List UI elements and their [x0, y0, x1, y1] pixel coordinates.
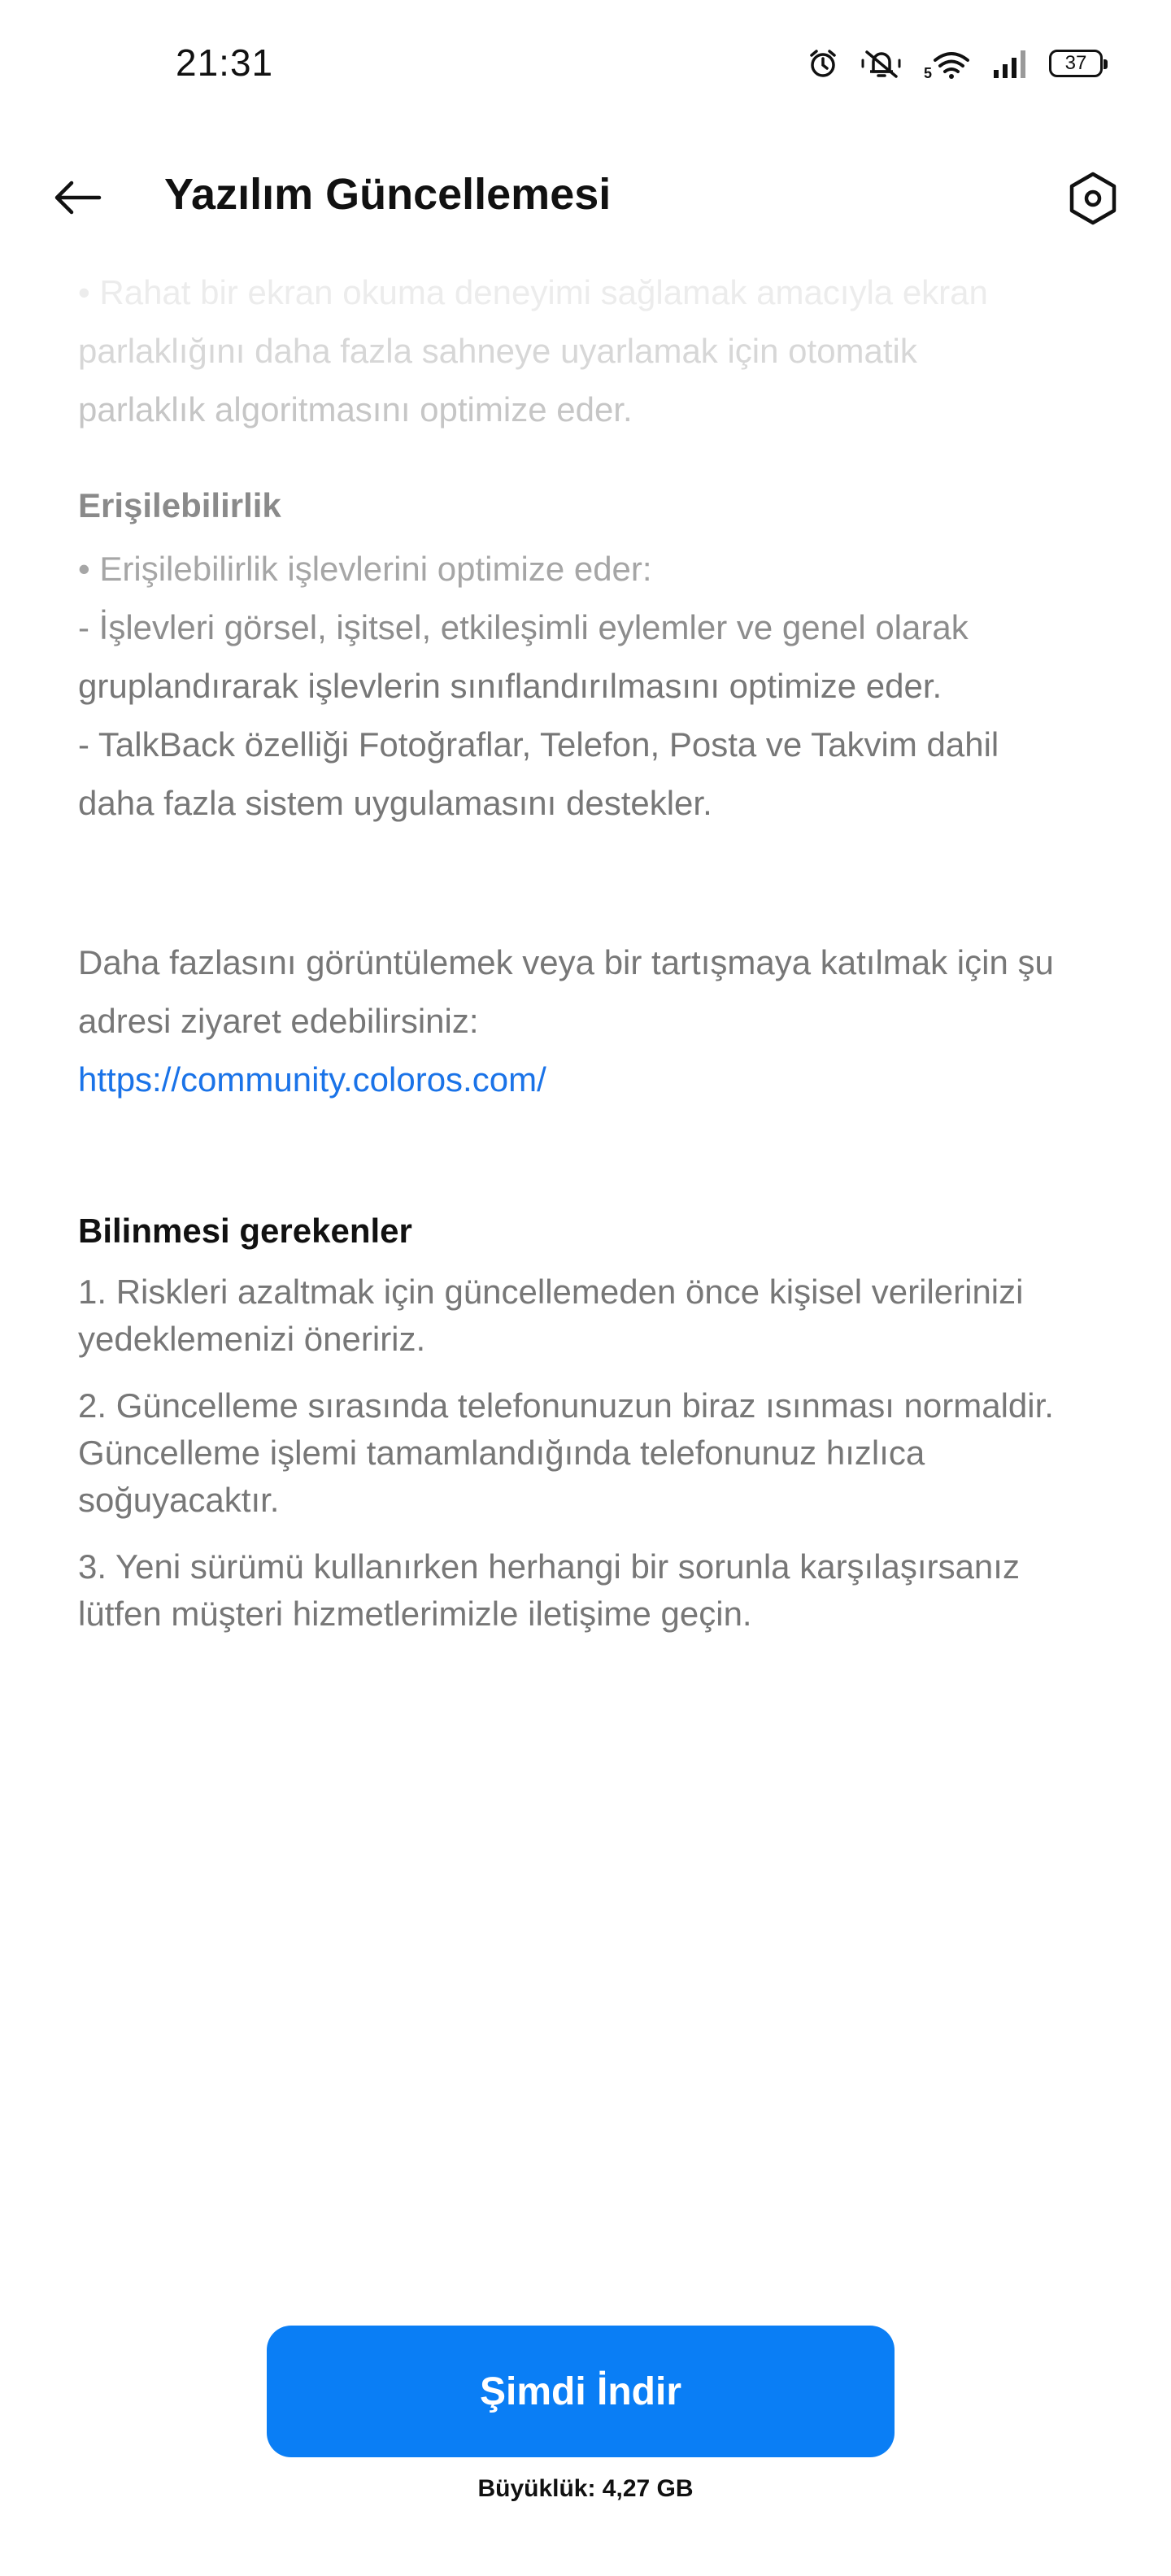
- faded-line: parlaklığını daha fazla sahneye uyarlamak için otomatik: [78, 332, 917, 370]
- note-item: 3. Yeni sürümü kullanırken herhangi bir sorunla karşılaşırsanız lütfen müşteri hizmetlerimizle iletişime geçin.: [78, 1547, 1020, 1633]
- note-item: 2. Güncelleme sırasında telefonunuzun biraz ısınması normaldir. Güncelleme işlemi tamamlandığında telefonunuz hızlıca soğuyacaktır.: [78, 1386, 1054, 1519]
- accessibility-text: [78, 540, 1095, 833]
- faded-line: • Rahat bir ekran okuma deneyimi sağlamak amacıyla ekran: [78, 273, 988, 311]
- community-line: adresi ziyaret edebilirsiniz:: [78, 1002, 479, 1040]
- alarm-icon: [807, 47, 839, 80]
- community-link[interactable]: https://community.coloros.com/: [78, 1060, 546, 1099]
- status-bar: [0, 0, 1171, 130]
- faded-brightness-text: [78, 263, 1095, 439]
- download-now-button[interactable]: Şimdi İndir: [267, 2326, 895, 2457]
- header: [0, 146, 1171, 252]
- note-item: 1. Riskleri azaltmak için güncellemeden önce kişisel verilerinizi yedeklemenizi öneririz.: [78, 1273, 1024, 1358]
- page-title: Yazılım Güncellemesi: [164, 170, 612, 219]
- accessibility-heading: Erişilebilirlik: [78, 486, 281, 524]
- signal-icon: [992, 47, 1028, 80]
- download-size-label: Büyüklük: 4,27 GB: [477, 2475, 694, 2502]
- accessibility-line: gruplandırarak işlevlerin sınıflandırılmasını optimize eder.: [78, 667, 942, 705]
- settings-button[interactable]: [1060, 168, 1125, 233]
- release-notes: [78, 268, 1095, 1657]
- arrow-left-icon: [52, 180, 102, 220]
- back-button[interactable]: [52, 171, 125, 228]
- community-block: [78, 933, 1095, 1109]
- faded-line: parlaklık algoritmasını optimize eder.: [78, 390, 633, 429]
- notes-title: Bilinmesi gerekenler: [78, 1212, 412, 1250]
- gear-icon: [1067, 171, 1119, 230]
- community-line: Daha fazlasını görüntülemek veya bir tartışmaya katılmak için şu: [78, 943, 1054, 981]
- accessibility-line: daha fazla sistem uygulamasını destekler.: [78, 784, 712, 822]
- battery-icon: 37: [1049, 50, 1103, 77]
- wifi-icon: [924, 47, 971, 80]
- status-time: 21:31: [176, 41, 274, 84]
- status-icons: [807, 44, 1103, 83]
- accessibility-line: - TalkBack özelliği Fotoğraflar, Telefon, Posta ve Takvim dahil: [78, 725, 999, 764]
- mute-icon: [860, 47, 903, 80]
- community-text: [78, 933, 1095, 1109]
- svg-text:5: 5: [924, 65, 933, 80]
- accessibility-line: - İşlevleri görsel, işitsel, etkileşimli eylemler ve genel olarak: [78, 608, 969, 646]
- accessibility-line: • Erişilebilirlik işlevlerini optimize eder:: [78, 550, 652, 588]
